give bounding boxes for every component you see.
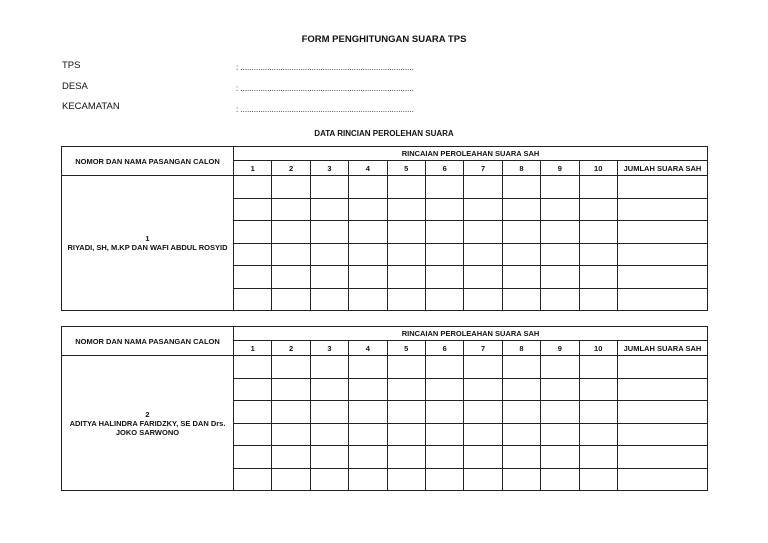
vote-entry-cell [234, 378, 272, 401]
vote-entry-cell [272, 221, 310, 244]
total-column-header: JUMLAH SUARA SAH [617, 341, 707, 356]
vote-entry-cell [425, 446, 463, 469]
total-entry-cell [617, 176, 707, 199]
vote-entry-cell [234, 221, 272, 244]
vote-entry-cell [425, 176, 463, 199]
vote-entry-cell [502, 198, 540, 221]
vote-entry-cell [349, 288, 387, 311]
column-number: 10 [579, 161, 617, 176]
column-number: 2 [272, 161, 310, 176]
vote-table-candidate-1 [61, 146, 708, 311]
total-entry-cell [617, 243, 707, 266]
vote-entry-cell [425, 243, 463, 266]
vote-entry-cell [425, 401, 463, 424]
vote-entry-cell [541, 356, 579, 379]
column-number: 8 [502, 341, 540, 356]
vote-entry-cell [464, 176, 502, 199]
column-number: 4 [349, 161, 387, 176]
vote-table-candidate-2 [61, 326, 708, 491]
column-number: 9 [541, 161, 579, 176]
vote-entry-cell [502, 378, 540, 401]
vote-entry-cell [425, 356, 463, 379]
vote-entry-cell [579, 288, 617, 311]
vote-entry-cell [272, 423, 310, 446]
column-number: 2 [272, 341, 310, 356]
vote-entry-cell [502, 401, 540, 424]
total-entry-cell [617, 221, 707, 244]
candidate-name: RIYADI, SH, M.KP DAN WAFI ABDUL ROSYID [67, 243, 228, 252]
vote-entry-cell [464, 423, 502, 446]
vote-entry-cell [387, 401, 425, 424]
vote-entry-cell [579, 423, 617, 446]
candidate-column-header: NOMOR DAN NAMA PASANGAN CALON [62, 147, 234, 176]
field-value-tps: : .............................................................................. [236, 63, 414, 72]
vote-entry-cell [579, 378, 617, 401]
vote-entry-cell [310, 176, 348, 199]
vote-entry-cell [464, 446, 502, 469]
vote-entry-cell [464, 468, 502, 491]
vote-entry-cell [464, 356, 502, 379]
column-number: 3 [310, 161, 348, 176]
vote-entry-cell [464, 221, 502, 244]
column-number: 5 [387, 161, 425, 176]
vote-entry-cell [349, 221, 387, 244]
column-number: 7 [464, 341, 502, 356]
vote-entry-cell [310, 401, 348, 424]
vote-entry-cell [349, 266, 387, 289]
total-entry-cell [617, 378, 707, 401]
candidate-name: ADITYA HALINDRA FARIDZKY, SE DAN Drs. JOKO SARWONO [69, 418, 226, 437]
vote-entry-cell [502, 288, 540, 311]
vote-entry-cell [425, 266, 463, 289]
vote-entry-cell [502, 356, 540, 379]
vote-entry-cell [272, 446, 310, 469]
total-entry-cell [617, 198, 707, 221]
vote-entry-cell [387, 356, 425, 379]
vote-entry-cell [541, 468, 579, 491]
vote-entry-cell [387, 266, 425, 289]
total-entry-cell [617, 423, 707, 446]
vote-entry-cell [234, 288, 272, 311]
candidate-column-header: NOMOR DAN NAMA PASANGAN CALON [62, 327, 234, 356]
vote-entry-cell [541, 266, 579, 289]
vote-entry-cell [234, 266, 272, 289]
vote-entry-cell [310, 198, 348, 221]
vote-entry-cell [310, 378, 348, 401]
field-label-tps: TPS [62, 60, 81, 71]
candidate-number: 1 [145, 234, 150, 243]
vote-entry-cell [541, 198, 579, 221]
vote-entry-cell [310, 446, 348, 469]
vote-entry-cell [541, 221, 579, 244]
total-entry-cell [617, 266, 707, 289]
column-number: 8 [502, 161, 540, 176]
vote-entry-cell [425, 468, 463, 491]
vote-entry-cell [425, 221, 463, 244]
rincaian-header: RINCAIAN PEROLEAHAN SUARA SAH [234, 327, 708, 341]
total-entry-cell [617, 468, 707, 491]
field-label-desa: DESA [62, 81, 88, 92]
total-entry-cell [617, 356, 707, 379]
vote-entry-cell [541, 446, 579, 469]
vote-entry-cell [502, 266, 540, 289]
vote-entry-cell [349, 176, 387, 199]
vote-entry-cell [541, 423, 579, 446]
vote-entry-cell [310, 221, 348, 244]
vote-entry-cell [234, 401, 272, 424]
rincaian-header: RINCAIAN PEROLEAHAN SUARA SAH [234, 147, 708, 161]
field-value-desa: : .............................................................................. [236, 84, 414, 93]
vote-entry-cell [272, 266, 310, 289]
vote-entry-cell [502, 446, 540, 469]
vote-entry-cell [234, 243, 272, 266]
vote-entry-cell [387, 198, 425, 221]
vote-entry-cell [272, 176, 310, 199]
vote-entry-cell [272, 243, 310, 266]
vote-entry-cell [387, 446, 425, 469]
vote-entry-cell [579, 243, 617, 266]
vote-entry-cell [310, 423, 348, 446]
vote-entry-cell [579, 221, 617, 244]
vote-entry-cell [541, 243, 579, 266]
vote-entry-cell [272, 378, 310, 401]
column-number: 4 [349, 341, 387, 356]
column-number: 9 [541, 341, 579, 356]
vote-entry-cell [272, 198, 310, 221]
total-entry-cell [617, 401, 707, 424]
vote-entry-cell [464, 378, 502, 401]
vote-entry-cell [310, 356, 348, 379]
vote-entry-cell [579, 446, 617, 469]
candidate-number: 2 [145, 409, 150, 419]
vote-entry-cell [387, 423, 425, 446]
column-number: 10 [579, 341, 617, 356]
vote-entry-cell [541, 401, 579, 424]
vote-entry-cell [541, 176, 579, 199]
vote-entry-cell [387, 468, 425, 491]
total-entry-cell [617, 446, 707, 469]
vote-entry-cell [502, 423, 540, 446]
total-entry-cell [617, 288, 707, 311]
vote-entry-cell [464, 288, 502, 311]
column-number: 5 [387, 341, 425, 356]
total-column-header: JUMLAH SUARA SAH [617, 161, 707, 176]
vote-entry-cell [349, 468, 387, 491]
vote-entry-cell [234, 423, 272, 446]
vote-entry-cell [502, 468, 540, 491]
column-number: 3 [310, 341, 348, 356]
vote-entry-cell [272, 401, 310, 424]
vote-entry-cell [310, 468, 348, 491]
vote-entry-cell [464, 401, 502, 424]
column-number: 1 [234, 341, 272, 356]
vote-entry-cell [349, 198, 387, 221]
form-title: FORM PENGHITUNGAN SUARA TPS [301, 34, 467, 45]
vote-entry-cell [349, 423, 387, 446]
vote-entry-cell [310, 266, 348, 289]
column-number: 7 [464, 161, 502, 176]
vote-entry-cell [502, 221, 540, 244]
vote-entry-cell [579, 176, 617, 199]
vote-entry-cell [387, 288, 425, 311]
section-subtitle: DATA RINCIAN PEROLEHAN SUARA [314, 129, 454, 138]
vote-entry-cell [425, 423, 463, 446]
field-value-kecamatan: : .............................................................................. [236, 105, 414, 114]
candidate-cell [62, 176, 234, 311]
vote-entry-cell [310, 243, 348, 266]
vote-entry-cell [387, 221, 425, 244]
vote-entry-cell [234, 468, 272, 491]
vote-entry-cell [349, 446, 387, 469]
column-number: 6 [425, 161, 463, 176]
vote-entry-cell [464, 198, 502, 221]
vote-entry-cell [579, 401, 617, 424]
vote-entry-cell [234, 176, 272, 199]
vote-entry-cell [234, 198, 272, 221]
vote-entry-cell [272, 356, 310, 379]
vote-entry-cell [541, 288, 579, 311]
vote-entry-cell [349, 401, 387, 424]
vote-entry-cell [349, 243, 387, 266]
vote-entry-cell [349, 378, 387, 401]
vote-entry-cell [579, 266, 617, 289]
vote-entry-cell [425, 378, 463, 401]
vote-entry-cell [579, 198, 617, 221]
vote-entry-cell [349, 356, 387, 379]
column-number: 1 [234, 161, 272, 176]
vote-entry-cell [579, 356, 617, 379]
vote-entry-cell [234, 356, 272, 379]
vote-entry-cell [387, 176, 425, 199]
field-label-kecamatan: KECAMATAN [62, 101, 120, 112]
vote-entry-cell [425, 198, 463, 221]
vote-entry-cell [579, 468, 617, 491]
vote-entry-cell [425, 288, 463, 311]
candidate-cell [62, 356, 234, 491]
vote-entry-cell [310, 288, 348, 311]
vote-entry-cell [464, 243, 502, 266]
vote-entry-cell [387, 378, 425, 401]
vote-entry-cell [387, 243, 425, 266]
column-number: 6 [425, 341, 463, 356]
vote-entry-cell [234, 446, 272, 469]
vote-entry-cell [464, 266, 502, 289]
vote-entry-cell [272, 468, 310, 491]
vote-entry-cell [502, 243, 540, 266]
vote-entry-cell [541, 378, 579, 401]
vote-entry-cell [502, 176, 540, 199]
vote-entry-cell [272, 288, 310, 311]
